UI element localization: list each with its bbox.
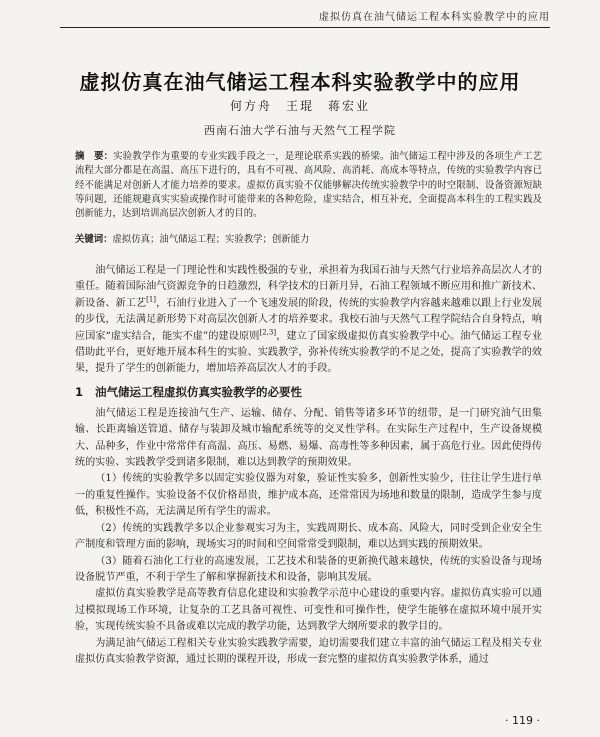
page-number: · 119 ·	[505, 714, 540, 727]
paragraph: （2）传统的实践教学多以企业参观实习为主，实践周期长、成本高、风险大，同时受到企业安全生产制度和管理方面的影响，现场实习的时间和空间常常受到限制，难以达到实践的预期效果。	[75, 522, 542, 551]
section-heading	[75, 384, 542, 400]
citation: [1]	[146, 295, 157, 304]
intro-text-c: ，建立了国家级虚拟仿真实验教学中心。油气储运工程专业借助此平台，更好地开展本科生的实验、实践教学，弥补传统实验教学的不足之处，提高了实验教学的效果，提升了学生的创新能力，增加培养高层次人才的手段。	[75, 330, 542, 375]
abstract-label: 摘 要：	[75, 151, 114, 162]
abstract	[75, 150, 542, 221]
paragraph: （1）传统的实验教学多以固定实验仪器为对象，验证性实验多，创新性实验少，往往让学生进行单一的重复性操作。实验设备不仅价格昂贵，维护成本高，还常常因为场地和数量的限制，造成学生参与度低，积极性不高，无法满足所有学生的需求。	[75, 473, 542, 518]
section-number: 1	[75, 384, 84, 399]
affiliation: 西南石油大学石油与天然气工程学院	[204, 124, 396, 137]
intro-text-b: ，石油行业进入了一个飞速发展的阶段，传统的实验教学内容越来越难以跟上行业发展的步伐，无法满足新形势下对高层次创新人才的培养要求。我校石油与天然气工程学院结合自身特点，响应国家“虚实结合，能实不虚”的建设原则	[75, 297, 543, 342]
header-rule	[60, 27, 550, 28]
intro-text-a: 油气储运工程是一门理论性和实践性极强的专业，承担着为我国石油与天然气行业培养高层次人才的重任。随着国际油气资源竞争的日趋激烈，科学技术的日新月异，石油工程领域不断应用和推广新技术、新设备、新工艺	[75, 265, 542, 309]
paragraph: 为满足油气储运工程相关专业实验实践教学需要，迫切需要我们建立丰富的油气储运工程及相关专业虚拟仿真实验教学资源，通过长期的课程开设，形成一套完整的虚拟仿真实验教学体系，通过	[75, 637, 542, 665]
keywords-label: 关键词：	[75, 234, 113, 245]
citation: [2,3]	[259, 328, 277, 337]
keywords-text: 虚拟仿真；油气储运工程；实验教学；创新能力	[112, 234, 310, 245]
keywords	[75, 233, 542, 247]
paragraph: 虚拟仿真实验教学是高等教育信息化建设和实验教学示范中心建设的重要内容。虚拟仿真实验可以通过模拟现场工作环境，让复杂的工艺具备可视性、可变性和可操作性，使学生能够在虚拟环境中展开实验，实现传统实验不具备或难以完成的教学功能，达到教学大纲所要求的教学目的。	[75, 588, 542, 633]
author-list: 何方舟 王琨 蒋宏业	[229, 99, 370, 113]
paragraph-intro	[75, 263, 542, 378]
running-head: 虚拟仿真在油气储运工程本科实验教学中的应用	[319, 12, 550, 23]
section-title: 油气储运工程虚拟仿真实验教学的必要性	[95, 384, 303, 399]
abstract-text: 实验教学作为重要的专业实践手段之一，是理论联系实践的桥梁。油气储运工程中涉及的各项生产工艺流程大部分都是在高温、高压下进行的，具有不可视、高风险、高消耗、高成本等特点，传统的实验教学内容已经不能满足对创新人才能力培养的要求。虚拟仿真实验不仅能够解决传统实验教学中的时空限制、设备资源短缺等问题，还能规避真实实验或操作时可能带来的各种危险，虚实结合，相互补充，全面提高本科生的工程实践及创新能力，达到培训高层次创新人才的目的。	[75, 151, 542, 220]
paper-title: 虚拟仿真在油气储运工程本科实验教学中的应用	[79, 70, 521, 94]
paragraph: （3）随着石油化工行业的高速发展，工艺技术和装备的更新换代越来越快，传统的实验设备与现场设备脱节严重，不利于学生了解和掌握新技术和设备，影响其发展。	[75, 555, 542, 583]
body-text	[75, 263, 542, 668]
paragraph: 油气储运工程是连接油气生产、运输、储存、分配、销售等诸多环节的纽带，是一门研究油气田集输、长距离输送管道、储存与装卸及城市输配系统等的交叉性学科。在实际生产过程中，生产设备规模大、品种多，作业中常常伴有高温、高压、易燃、易爆、高毒性等多种因素，属于高危行业。因此使得传统的实验、实践教学受到诸多限制，难以达到教学的预期效果。	[75, 407, 542, 469]
